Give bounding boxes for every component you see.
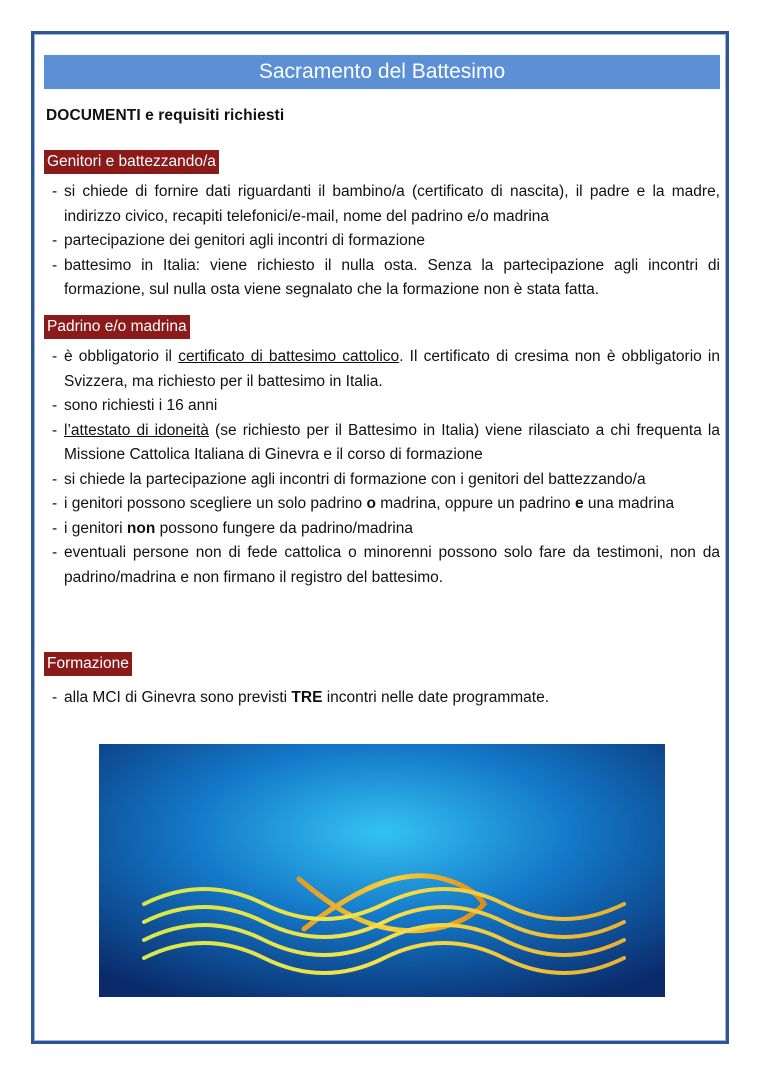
- list-item: - si chiede di fornire dati riguardanti il bambino/a (certificato di nascita), il padre e la madre, indirizzo civico, recapiti telefonici/e-mail, nome del padrino e/o madrina: [46, 180, 720, 229]
- list-item: - alla MCI di Ginevra sono previsti TRE incontri nelle date programmate.: [46, 686, 720, 711]
- list-item: - sono richiesti i 16 anni: [46, 394, 720, 419]
- list-item: - partecipazione dei genitori agli incontri di formazione: [46, 229, 720, 254]
- baptism-cross-fish-waves-icon: [99, 744, 665, 997]
- baptism-illustration: [99, 744, 665, 997]
- section-label-genitori: Genitori e battezzando/a: [44, 150, 219, 174]
- list-item: - si chiede la partecipazione agli incontri di formazione con i genitori del battezzando/a: [46, 468, 720, 493]
- section-label-padrino: Padrino e/o madrina: [44, 315, 190, 339]
- list-genitori: [46, 180, 720, 303]
- list-item: - i genitori possono scegliere un solo padrino o madrina, oppure un padrino e una madrina: [46, 492, 720, 517]
- list-padrino: [46, 345, 720, 590]
- list-item: - battesimo in Italia: viene richiesto il nulla osta. Senza la partecipazione agli incontri di formazione, sul nulla osta viene segnalato che la formazione non è stata fatta.: [46, 254, 720, 303]
- list-item: - è obbligatorio il certificato di battesimo cattolico. Il certificato di cresima non è obbligatorio in Svizzera, ma richiesto per il battesimo in Italia.: [46, 345, 720, 394]
- page-title: Sacramento del Battesimo: [44, 55, 720, 89]
- list-item: - l’attestato di idoneità (se richiesto per il Battesimo in Italia) viene rilasciato a chi frequenta la Missione Cattolica Italiana di Ginevra e il corso di formazione: [46, 419, 720, 468]
- list-item: - i genitori non possono fungere da padrino/madrina: [46, 517, 720, 542]
- list-item: - eventuali persone non di fede cattolica o minorenni possono solo fare da testimoni, non da padrino/madrina e non firmano il registro del battesimo.: [46, 541, 720, 590]
- documents-heading: DOCUMENTI e requisiti richiesti: [46, 107, 285, 124]
- list-formazione: [46, 686, 720, 711]
- section-label-formazione: Formazione: [44, 652, 132, 676]
